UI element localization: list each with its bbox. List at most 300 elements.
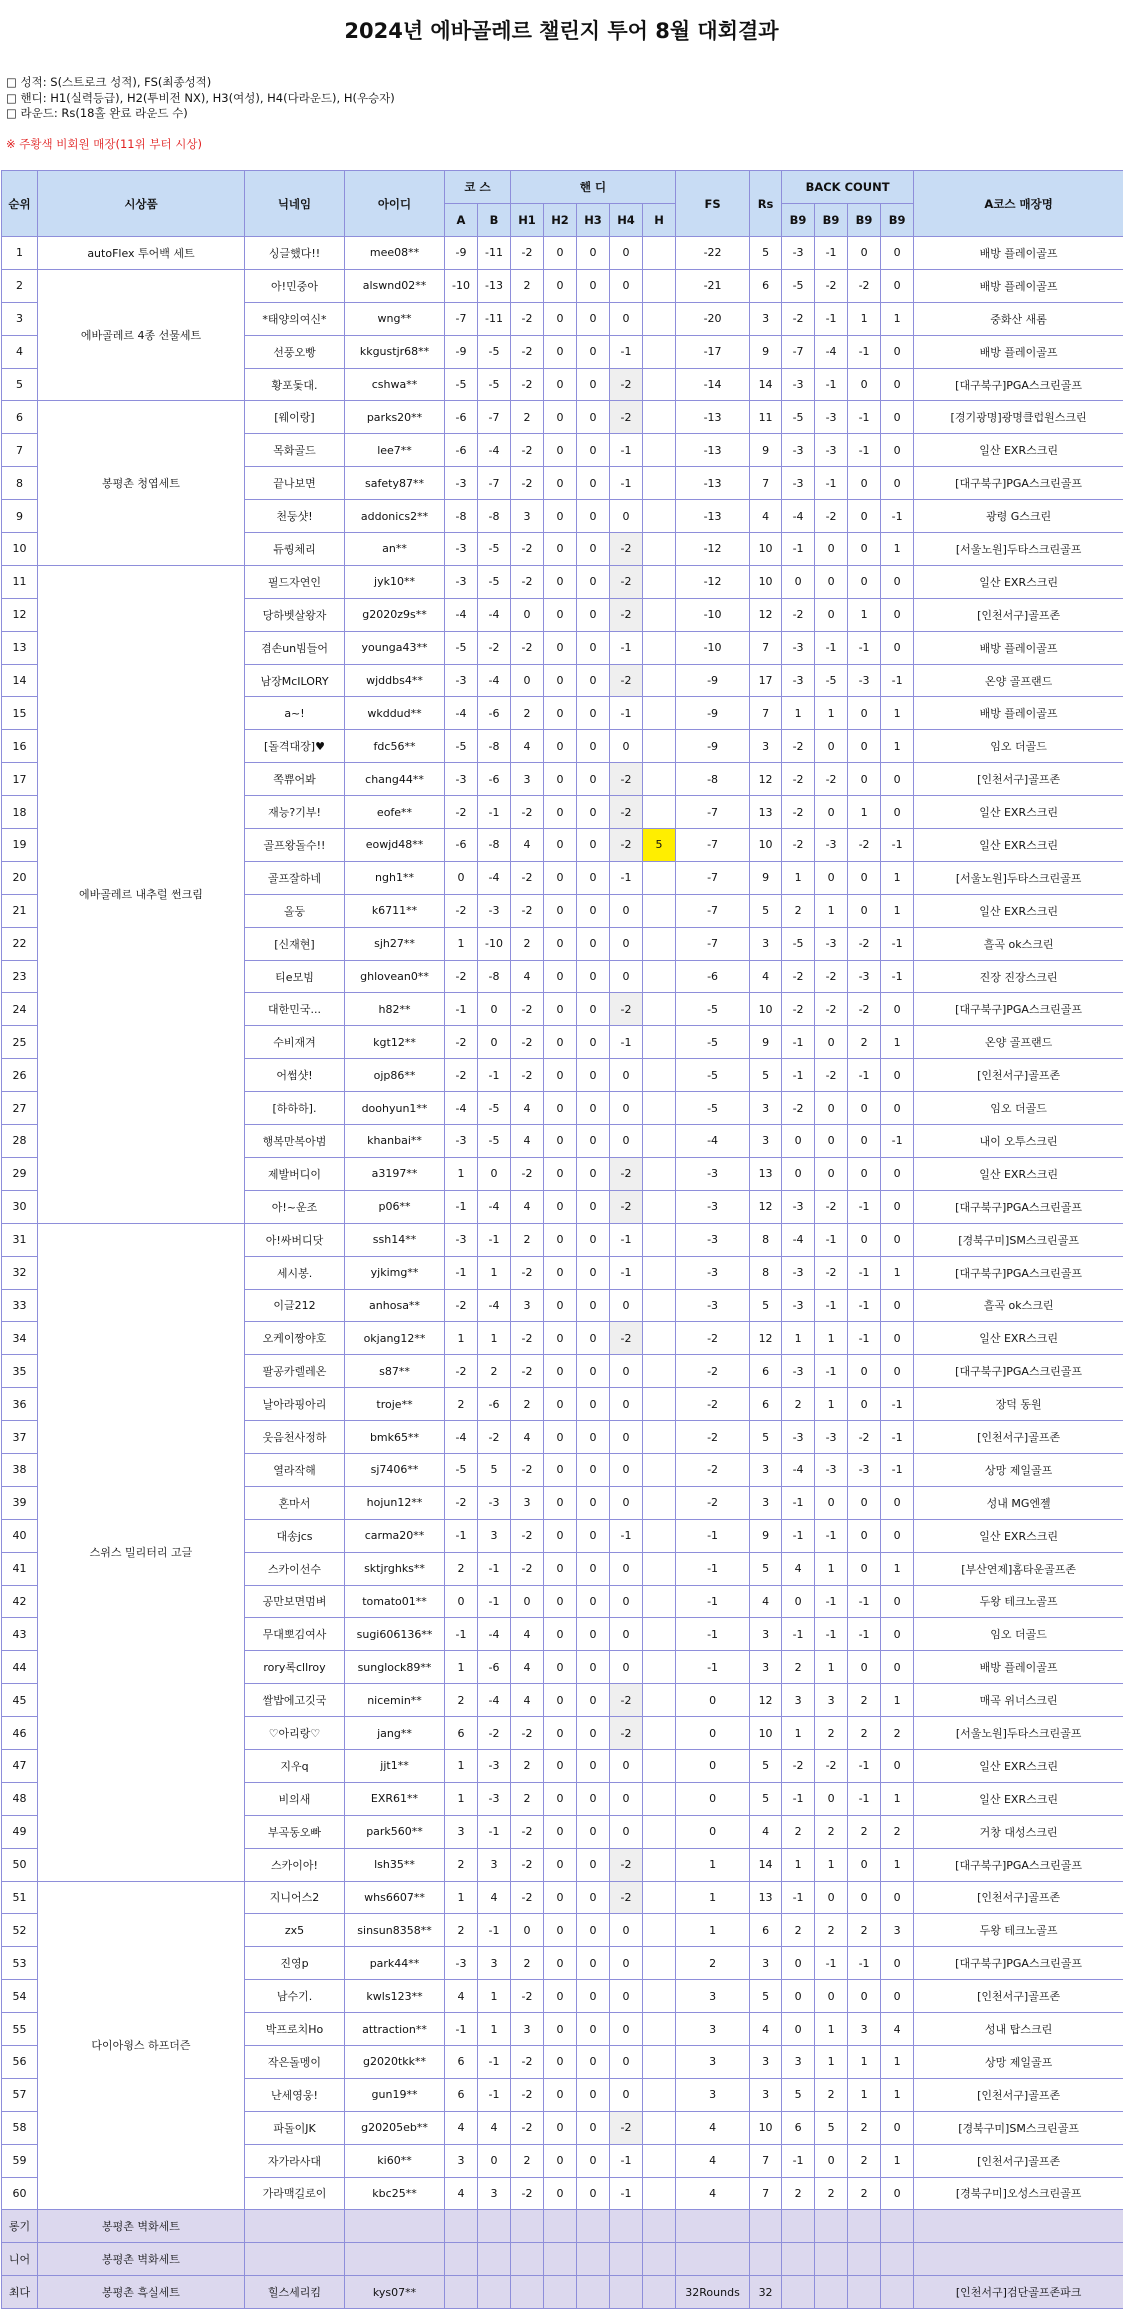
- store-cell: 일산 EXR스크린: [914, 434, 1123, 467]
- b9-cell: 3: [881, 1914, 914, 1947]
- nickname-cell: 스카이선수: [245, 1552, 345, 1585]
- h1-cell: -2: [511, 434, 544, 467]
- rank-cell: 8: [2, 467, 38, 500]
- h-cell: [643, 2045, 676, 2078]
- fs-cell: 1: [676, 1881, 750, 1914]
- id-cell: carma20**: [345, 1519, 445, 1552]
- empty-cell: [848, 2276, 881, 2309]
- h-cell: [643, 1782, 676, 1815]
- h1-cell: 2: [511, 1782, 544, 1815]
- course-b-cell: -3: [478, 1486, 511, 1519]
- h-cell: [643, 533, 676, 566]
- course-b-cell: -4: [478, 598, 511, 631]
- b9-cell: 1: [881, 2078, 914, 2111]
- store-cell: 임오 더골드: [914, 1092, 1123, 1125]
- b9-cell: -2: [848, 829, 881, 862]
- b9-cell: 0: [815, 598, 848, 631]
- store-cell: [대구북구]PGA스크린골프: [914, 1848, 1123, 1881]
- h-cell: [643, 1388, 676, 1421]
- rank-cell: 10: [2, 533, 38, 566]
- b9-cell: 0: [881, 1157, 914, 1190]
- b9-cell: 1: [815, 1552, 848, 1585]
- b9-cell: 0: [881, 993, 914, 1026]
- h3-cell: 0: [577, 927, 610, 960]
- fs-cell: -2: [676, 1421, 750, 1454]
- b9-cell: -1: [815, 1618, 848, 1651]
- rs-cell: 13: [750, 796, 782, 829]
- h2-cell: 0: [544, 1388, 577, 1421]
- course-a-cell: -3: [445, 1223, 478, 1256]
- h1-cell: 4: [511, 960, 544, 993]
- fs-cell: -5: [676, 1092, 750, 1125]
- header-b9-1: B9: [782, 204, 815, 237]
- b9-cell: -1: [782, 1782, 815, 1815]
- b9-cell: -3: [815, 1421, 848, 1454]
- course-a-cell: -3: [445, 763, 478, 796]
- nickname-cell: ♡아리랑♡: [245, 1717, 345, 1750]
- rank-cell: 3: [2, 302, 38, 335]
- b9-cell: 0: [848, 730, 881, 763]
- rank-cell: 32: [2, 1256, 38, 1289]
- course-b-cell: -4: [478, 664, 511, 697]
- h-cell: [643, 1355, 676, 1388]
- fs-cell: -20: [676, 302, 750, 335]
- id-cell: an**: [345, 533, 445, 566]
- fs-cell: -9: [676, 664, 750, 697]
- b9-cell: -3: [782, 1190, 815, 1223]
- store-cell: [경북구미]SM스크린골프: [914, 2111, 1123, 2144]
- b9-cell: 1: [782, 697, 815, 730]
- course-a-cell: 4: [445, 2177, 478, 2210]
- course-a-cell: -5: [445, 368, 478, 401]
- nickname-cell: 자가라사대: [245, 2144, 345, 2177]
- h-cell: [643, 1749, 676, 1782]
- course-a-cell: 6: [445, 2078, 478, 2111]
- rank-cell: 55: [2, 2013, 38, 2046]
- rank-cell: 14: [2, 664, 38, 697]
- footer-row: [2, 2210, 1123, 2243]
- h2-cell: 0: [544, 927, 577, 960]
- h1-cell: 2: [511, 1947, 544, 1980]
- h4-cell: -2: [610, 598, 643, 631]
- h1-cell: -2: [511, 2045, 544, 2078]
- id-cell: lsh35**: [345, 1848, 445, 1881]
- h1-cell: -2: [511, 993, 544, 1026]
- rs-cell: 3: [750, 1947, 782, 1980]
- b9-cell: -1: [782, 533, 815, 566]
- h-cell: [643, 1486, 676, 1519]
- b9-cell: 1: [815, 2045, 848, 2078]
- course-b-cell: -4: [478, 1289, 511, 1322]
- rs-cell: 3: [750, 1651, 782, 1684]
- h-cell: [643, 1848, 676, 1881]
- fs-cell: -1: [676, 1552, 750, 1585]
- h1-cell: 3: [511, 763, 544, 796]
- h3-cell: 0: [577, 1585, 610, 1618]
- b9-cell: -2: [848, 927, 881, 960]
- h-cell: [643, 2078, 676, 2111]
- b9-cell: 1: [881, 302, 914, 335]
- nickname-cell: 진영p: [245, 1947, 345, 1980]
- h-cell: [643, 1947, 676, 1980]
- h3-cell: 0: [577, 1717, 610, 1750]
- h2-cell: 0: [544, 2177, 577, 2210]
- b9-cell: -3: [782, 434, 815, 467]
- h4-cell: -1: [610, 335, 643, 368]
- b9-cell: 0: [815, 1881, 848, 1914]
- rs-cell: 5: [750, 1782, 782, 1815]
- rs-cell: 10: [750, 1717, 782, 1750]
- b9-cell: -1: [881, 1388, 914, 1421]
- fs-cell: -17: [676, 335, 750, 368]
- rs-cell: 8: [750, 1223, 782, 1256]
- empty-cell: [881, 2210, 914, 2243]
- empty-cell: [610, 2210, 643, 2243]
- course-a-cell: 0: [445, 861, 478, 894]
- h2-cell: 0: [544, 1651, 577, 1684]
- b9-cell: -1: [848, 434, 881, 467]
- store-cell: [대구북구]PGA스크린골프: [914, 1190, 1123, 1223]
- id-cell: gun19**: [345, 2078, 445, 2111]
- fs-cell: -6: [676, 960, 750, 993]
- h3-cell: 0: [577, 1157, 610, 1190]
- rs-cell: 7: [750, 631, 782, 664]
- b9-cell: 2: [848, 1914, 881, 1947]
- h2-cell: 0: [544, 1157, 577, 1190]
- h4-cell: 0: [610, 730, 643, 763]
- b9-cell: 2: [782, 1388, 815, 1421]
- rs-cell: 5: [750, 1980, 782, 2013]
- h-cell: [643, 1190, 676, 1223]
- h3-cell: 0: [577, 1782, 610, 1815]
- course-a-cell: 1: [445, 1157, 478, 1190]
- nickname-cell: 선풍오빵: [245, 335, 345, 368]
- h-cell: [643, 796, 676, 829]
- store-cell: 일산 EXR스크린: [914, 829, 1123, 862]
- course-b-cell: 1: [478, 1256, 511, 1289]
- h4-cell: 0: [610, 1749, 643, 1782]
- rs-cell: 3: [750, 2078, 782, 2111]
- id-cell: yjkimg**: [345, 1256, 445, 1289]
- course-b-cell: -1: [478, 2045, 511, 2078]
- h-cell: [643, 960, 676, 993]
- h1-cell: -2: [511, 631, 544, 664]
- b9-cell: 0: [881, 1947, 914, 1980]
- h4-cell: -1: [610, 1026, 643, 1059]
- course-b-cell: -1: [478, 1914, 511, 1947]
- id-cell: tomato01**: [345, 1585, 445, 1618]
- store-cell: [대구북구]PGA스크린골프: [914, 993, 1123, 1026]
- h2-cell: 0: [544, 763, 577, 796]
- course-a-cell: -1: [445, 1618, 478, 1651]
- store-cell: 장덕 동원: [914, 1388, 1123, 1421]
- h-cell: [643, 237, 676, 270]
- b9-cell: -1: [848, 1749, 881, 1782]
- h-cell: [643, 1980, 676, 2013]
- award-rs-cell: [750, 2243, 782, 2276]
- id-cell: p06**: [345, 1190, 445, 1223]
- rs-cell: 9: [750, 1519, 782, 1552]
- b9-cell: 1: [881, 730, 914, 763]
- id-cell: hojun12**: [345, 1486, 445, 1519]
- h1-cell: 2: [511, 269, 544, 302]
- h4-cell: 0: [610, 302, 643, 335]
- h2-cell: 0: [544, 1980, 577, 2013]
- store-cell: [인천서구]골프존: [914, 1980, 1123, 2013]
- b9-cell: 0: [815, 533, 848, 566]
- award-store-cell: [인천서구]검단골프존파크: [914, 2276, 1123, 2309]
- prize-cell: autoFlex 투어백 세트: [38, 237, 245, 270]
- footer-row: [2, 2243, 1123, 2276]
- rs-cell: 6: [750, 1355, 782, 1388]
- empty-cell: [643, 2276, 676, 2309]
- rs-cell: 5: [750, 1552, 782, 1585]
- b9-cell: -3: [782, 237, 815, 270]
- h2-cell: 0: [544, 1947, 577, 1980]
- nickname-cell: 천둥샷!: [245, 500, 345, 533]
- b9-cell: -2: [782, 1092, 815, 1125]
- b9-cell: 1: [815, 1322, 848, 1355]
- empty-cell: [544, 2276, 577, 2309]
- b9-cell: 1: [782, 1717, 815, 1750]
- course-b-cell: 3: [478, 1519, 511, 1552]
- header-h2: H2: [544, 204, 577, 237]
- b9-cell: 0: [881, 1223, 914, 1256]
- b9-cell: 0: [881, 1881, 914, 1914]
- course-b-cell: 0: [478, 1157, 511, 1190]
- b9-cell: 0: [815, 861, 848, 894]
- course-a-cell: -3: [445, 467, 478, 500]
- store-cell: 중화산 새롬: [914, 302, 1123, 335]
- h3-cell: 0: [577, 467, 610, 500]
- id-cell: troje**: [345, 1388, 445, 1421]
- award-nickname-cell: 힐스세리킴: [245, 2276, 345, 2309]
- empty-cell: [643, 2210, 676, 2243]
- nickname-cell: 박프로치Ho: [245, 2013, 345, 2046]
- b9-cell: -2: [815, 1190, 848, 1223]
- b9-cell: 0: [815, 1486, 848, 1519]
- h2-cell: 0: [544, 1421, 577, 1454]
- h2-cell: 0: [544, 960, 577, 993]
- rs-cell: 12: [750, 598, 782, 631]
- nickname-cell: 공만보면멈벼: [245, 1585, 345, 1618]
- b9-cell: 1: [881, 2045, 914, 2078]
- b9-cell: -2: [782, 730, 815, 763]
- course-a-cell: -3: [445, 664, 478, 697]
- header-h4: H4: [610, 204, 643, 237]
- h3-cell: 0: [577, 1421, 610, 1454]
- fs-cell: -13: [676, 500, 750, 533]
- h4-cell: 0: [610, 1453, 643, 1486]
- store-cell: 배방 플레이골프: [914, 269, 1123, 302]
- course-b-cell: -1: [478, 2078, 511, 2111]
- nickname-cell: 목화골드: [245, 434, 345, 467]
- b9-cell: -5: [782, 927, 815, 960]
- award-store-cell: [914, 2243, 1123, 2276]
- b9-cell: -3: [848, 664, 881, 697]
- b9-cell: -5: [782, 401, 815, 434]
- rs-cell: 9: [750, 335, 782, 368]
- store-cell: 배방 플레이골프: [914, 1651, 1123, 1684]
- h-cell: [643, 269, 676, 302]
- rank-cell: 47: [2, 1749, 38, 1782]
- b9-cell: -2: [815, 269, 848, 302]
- award-prize-cell: 봉평촌 벽화세트: [38, 2243, 245, 2276]
- fs-cell: -3: [676, 1256, 750, 1289]
- id-cell: ki60**: [345, 2144, 445, 2177]
- b9-cell: 0: [848, 1552, 881, 1585]
- course-b-cell: -3: [478, 1749, 511, 1782]
- store-cell: [서울노원]두타스크린골프: [914, 861, 1123, 894]
- b9-cell: 0: [881, 1519, 914, 1552]
- award-rs-cell: [750, 2210, 782, 2243]
- h4-cell: -2: [610, 664, 643, 697]
- header-h1: H1: [511, 204, 544, 237]
- h3-cell: 0: [577, 1881, 610, 1914]
- b9-cell: -3: [815, 401, 848, 434]
- b9-cell: -1: [848, 1947, 881, 1980]
- id-cell: sinsun8358**: [345, 1914, 445, 1947]
- rs-cell: 3: [750, 730, 782, 763]
- h4-cell: 0: [610, 1388, 643, 1421]
- h3-cell: 0: [577, 1223, 610, 1256]
- h3-cell: 0: [577, 1914, 610, 1947]
- h1-cell: 0: [511, 1914, 544, 1947]
- b9-cell: 0: [881, 1651, 914, 1684]
- nickname-cell: 남장McILORY: [245, 664, 345, 697]
- store-cell: 광령 G스크린: [914, 500, 1123, 533]
- h-cell: [643, 927, 676, 960]
- h4-cell: 0: [610, 1585, 643, 1618]
- h1-cell: 2: [511, 1223, 544, 1256]
- b9-cell: 0: [848, 1223, 881, 1256]
- h2-cell: 0: [544, 1585, 577, 1618]
- rank-cell: 26: [2, 1059, 38, 1092]
- b9-cell: 0: [848, 697, 881, 730]
- h2-cell: 0: [544, 1717, 577, 1750]
- b9-cell: 1: [848, 302, 881, 335]
- course-a-cell: -5: [445, 730, 478, 763]
- b9-cell: -1: [848, 1256, 881, 1289]
- h1-cell: 4: [511, 1092, 544, 1125]
- h2-cell: 0: [544, 598, 577, 631]
- h2-cell: 0: [544, 533, 577, 566]
- h2-cell: 0: [544, 1125, 577, 1158]
- store-cell: 매곡 위너스크린: [914, 1684, 1123, 1717]
- fs-cell: -22: [676, 237, 750, 270]
- h4-cell: -1: [610, 861, 643, 894]
- store-cell: [부산연제]홈타운골프존: [914, 1552, 1123, 1585]
- b9-cell: 0: [881, 1585, 914, 1618]
- b9-cell: 0: [881, 2177, 914, 2210]
- course-b-cell: -1: [478, 1552, 511, 1585]
- h2-cell: 0: [544, 1618, 577, 1651]
- h-cell: [643, 2144, 676, 2177]
- id-cell: nicemin**: [345, 1684, 445, 1717]
- h3-cell: 0: [577, 664, 610, 697]
- course-b-cell: -11: [478, 302, 511, 335]
- course-b-cell: 1: [478, 2013, 511, 2046]
- b9-cell: 0: [881, 1092, 914, 1125]
- rank-cell: 2: [2, 269, 38, 302]
- b9-cell: 1: [815, 1848, 848, 1881]
- b9-cell: 1: [881, 1256, 914, 1289]
- b9-cell: -2: [848, 1421, 881, 1454]
- h1-cell: -2: [511, 533, 544, 566]
- b9-cell: -3: [782, 1421, 815, 1454]
- nickname-cell: 남수기.: [245, 1980, 345, 2013]
- h3-cell: 0: [577, 368, 610, 401]
- fs-cell: 4: [676, 2177, 750, 2210]
- nickname-cell: 지니어스2: [245, 1881, 345, 1914]
- course-b-cell: 0: [478, 1026, 511, 1059]
- empty-cell: [643, 2243, 676, 2276]
- id-cell: attraction**: [345, 2013, 445, 2046]
- course-b-cell: -6: [478, 763, 511, 796]
- course-b-cell: 3: [478, 1947, 511, 1980]
- b9-cell: 0: [881, 467, 914, 500]
- store-cell: 일산 EXR스크린: [914, 1782, 1123, 1815]
- nickname-cell: 난세영웅!: [245, 2078, 345, 2111]
- h2-cell: 0: [544, 368, 577, 401]
- footer-row: [2, 2276, 1123, 2309]
- course-a-cell: -1: [445, 1519, 478, 1552]
- id-cell: g2020tkk**: [345, 2045, 445, 2078]
- nickname-cell: 황포돛대.: [245, 368, 345, 401]
- nickname-cell: 싱글했다!!: [245, 237, 345, 270]
- b9-cell: 0: [848, 237, 881, 270]
- h1-cell: -2: [511, 1717, 544, 1750]
- fs-cell: 4: [676, 2111, 750, 2144]
- course-b-cell: -5: [478, 565, 511, 598]
- b9-cell: 0: [815, 565, 848, 598]
- id-cell: younga43**: [345, 631, 445, 664]
- empty-cell: [815, 2210, 848, 2243]
- nickname-cell: 아!싸버디닷: [245, 1223, 345, 1256]
- h1-cell: -2: [511, 1322, 544, 1355]
- nickname-cell: 제발버디이: [245, 1157, 345, 1190]
- b9-cell: 2: [815, 1717, 848, 1750]
- h3-cell: 0: [577, 598, 610, 631]
- course-a-cell: -2: [445, 1026, 478, 1059]
- h2-cell: 0: [544, 1848, 577, 1881]
- empty-cell: [881, 2276, 914, 2309]
- course-a-cell: -8: [445, 500, 478, 533]
- rs-cell: 12: [750, 763, 782, 796]
- store-cell: 배방 플레이골프: [914, 697, 1123, 730]
- id-cell: k6711**: [345, 894, 445, 927]
- fs-cell: -7: [676, 796, 750, 829]
- h-cell: [643, 664, 676, 697]
- id-cell: ghlovean0**: [345, 960, 445, 993]
- b9-cell: 0: [881, 1749, 914, 1782]
- fs-cell: -7: [676, 894, 750, 927]
- h1-cell: 3: [511, 1486, 544, 1519]
- award-fs-cell: [676, 2210, 750, 2243]
- store-cell: 두왕 테크노골프: [914, 1914, 1123, 1947]
- header-back-count: BACK COUNT: [782, 171, 914, 204]
- nickname-cell: 대한민국...: [245, 993, 345, 1026]
- course-b-cell: -5: [478, 368, 511, 401]
- nickname-cell: 행복만복아범: [245, 1125, 345, 1158]
- empty-cell: [577, 2243, 610, 2276]
- award-id-cell: kys07**: [345, 2276, 445, 2309]
- id-cell: sugi606136**: [345, 1618, 445, 1651]
- fs-cell: 0: [676, 1749, 750, 1782]
- id-cell: safety87**: [345, 467, 445, 500]
- empty-cell: [445, 2243, 478, 2276]
- h3-cell: 0: [577, 829, 610, 862]
